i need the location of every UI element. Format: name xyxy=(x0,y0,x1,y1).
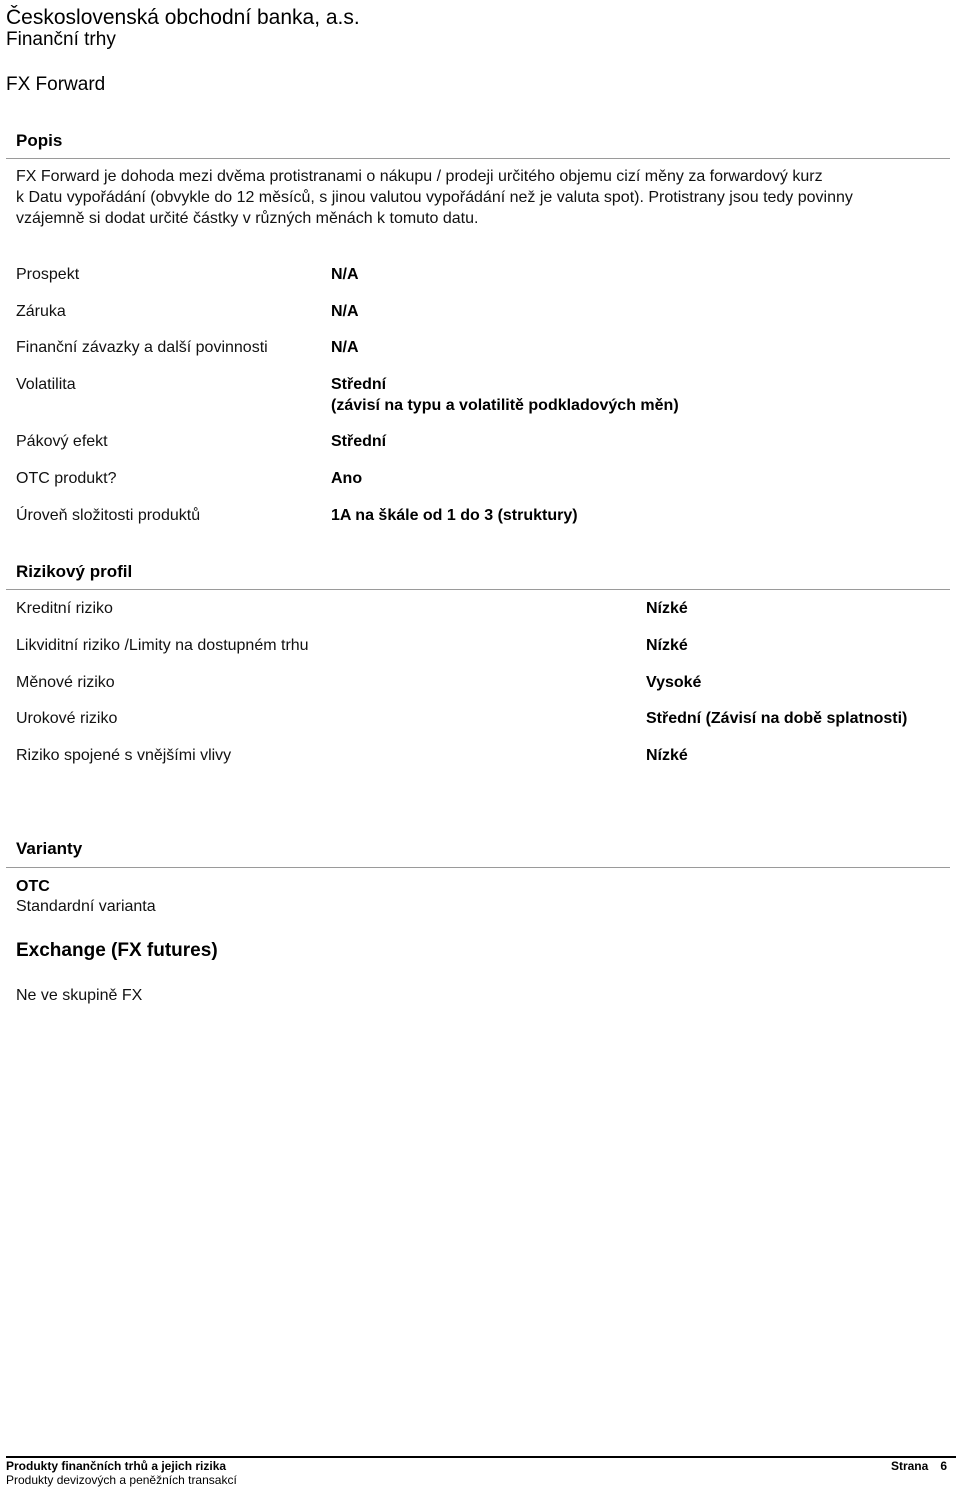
description-line: k Datu vypořádání (obvykle do 12 měsíců, s jinou valutou vypořádání než je valuta spot). Protistrany jsou tedy povinny xyxy=(16,189,853,206)
attribute-label-pakovy-efekt: Pákový efekt xyxy=(16,433,108,450)
attribute-value-prospekt: N/A xyxy=(331,266,359,283)
attribute-value-otc-produkt: Ano xyxy=(331,470,363,487)
attribute-label-volatilita: Volatilita xyxy=(16,376,76,393)
description-line: vzájemně si dodat určité částky v různých měnách k tomuto datu. xyxy=(16,210,479,227)
bank-title: Československá obchodní banka, a.s. xyxy=(6,6,360,29)
attribute-value-volatilita-note: (závisí na typu a volatilitě podkladových měn) xyxy=(331,397,679,414)
variant-exchange-title: Exchange (FX futures) xyxy=(16,940,218,961)
attribute-label-otc-produkt: OTC produkt? xyxy=(16,470,117,487)
risk-value-menove: Vysoké xyxy=(646,674,702,691)
section-heading-varianty: Varianty xyxy=(16,839,83,858)
footer-line-1: Produkty finančních trhů a jejich rizika xyxy=(6,1459,227,1473)
risk-value-urokove: Střední (Závisí na době splatnosti) xyxy=(646,710,908,727)
variant-otc-title: OTC xyxy=(16,878,50,895)
risk-label-likviditni: Likviditní riziko /Limity na dostupném trhu xyxy=(16,637,309,654)
section-heading-rizikovy-profil: Rizikový profil xyxy=(16,562,133,581)
attribute-label-financni-zavazky: Finanční závazky a další povinnosti xyxy=(16,339,268,356)
risk-value-vnejsi-vlivy: Nízké xyxy=(646,747,688,764)
variant-otc-text: Standardní varianta xyxy=(16,898,156,915)
attribute-value-pakovy-efekt: Střední xyxy=(331,433,387,450)
attribute-label-uroven-slozitosti: Úroveň složitosti produktů xyxy=(16,507,201,524)
risk-label-kreditni: Kreditní riziko xyxy=(16,600,113,617)
description-line: FX Forward je dohoda mezi dvěma protistranami o nákupu / prodeji určitého objemu cizí měny za forwardový kurz xyxy=(16,168,823,185)
description-text xyxy=(16,166,946,229)
attribute-value-financni-zavazky: N/A xyxy=(331,339,359,356)
risk-label-vnejsi-vlivy: Riziko spojené s vnějšími vlivy xyxy=(16,747,232,764)
risk-value-likviditni: Nízké xyxy=(646,637,688,654)
footer-line-2: Produkty devizových a peněžních transakcí xyxy=(6,1473,237,1487)
attribute-value-volatilita: Střední xyxy=(331,376,387,393)
document-subtitle: Finanční trhy xyxy=(6,29,116,50)
section-divider xyxy=(6,867,950,868)
attribute-value-uroven-slozitosti: 1A na škále od 1 do 3 (struktury) xyxy=(331,507,578,524)
risk-label-menove: Měnové riziko xyxy=(16,674,115,691)
footer-divider xyxy=(6,1456,956,1458)
attribute-label-prospekt: Prospekt xyxy=(16,266,80,283)
section-heading-popis: Popis xyxy=(16,131,63,150)
page-number: 6 xyxy=(940,1459,947,1473)
section-divider xyxy=(6,158,950,159)
page-label: Strana xyxy=(890,1459,929,1473)
risk-value-kreditni: Nízké xyxy=(646,600,688,617)
attribute-label-zaruka: Záruka xyxy=(16,303,66,320)
variant-exchange-text: Ne ve skupině FX xyxy=(16,987,143,1004)
attribute-value-zaruka: N/A xyxy=(331,303,359,320)
risk-label-urokove: Urokové riziko xyxy=(16,710,118,727)
section-divider xyxy=(6,589,950,590)
page-indicator xyxy=(891,1459,947,1473)
product-title: FX Forward xyxy=(6,74,106,95)
